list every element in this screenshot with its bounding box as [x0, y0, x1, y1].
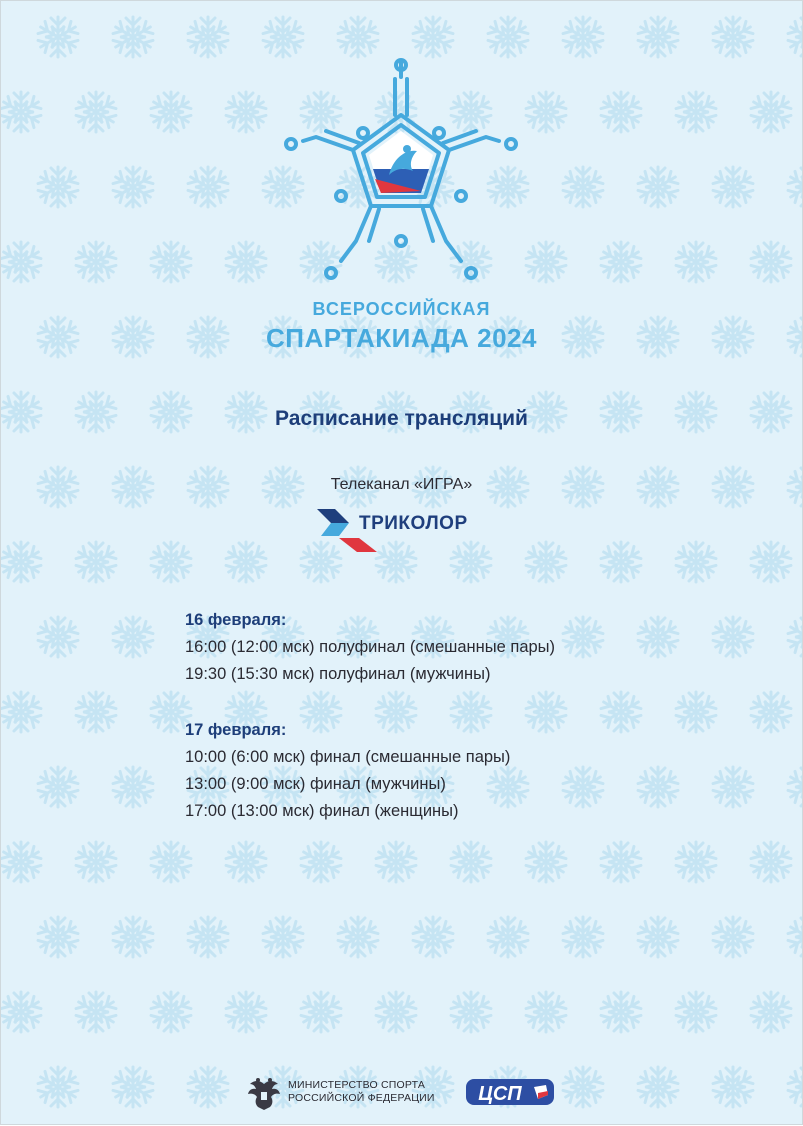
snowflake-icon	[75, 692, 117, 732]
snowflake-icon	[1, 992, 42, 1032]
snowflake-icon	[750, 842, 792, 882]
snowflake-icon	[1, 92, 42, 132]
snowflake-icon	[787, 1067, 802, 1107]
snowflake-icon	[37, 17, 79, 57]
ministry-line1: МИНИСТЕРСТВО СПОРТА	[288, 1079, 426, 1091]
snowflake-icon	[1, 542, 42, 582]
snowflake-icon	[225, 92, 267, 132]
snowflake-icon	[225, 542, 267, 582]
channel-name: Телеканал «ИГРА»	[330, 476, 473, 493]
snowflake-icon	[525, 692, 567, 732]
snowflake-icon	[300, 842, 342, 882]
snowflake-icon	[150, 242, 192, 282]
snowflake-icon	[562, 617, 604, 657]
snowflake-icon	[75, 242, 117, 282]
poster-page	[1, 1, 802, 1124]
snowflake-icon	[750, 992, 792, 1032]
double-headed-eagle-icon	[244, 1074, 284, 1114]
snowflake-icon	[750, 692, 792, 732]
snowflake-icon	[75, 542, 117, 582]
snowflake-icon	[712, 17, 754, 57]
schedule-day	[185, 721, 510, 829]
snowflake-icon	[37, 1067, 79, 1107]
snowflake-icon	[675, 542, 717, 582]
schedule-item: 16:00 (12:00 мск) полуфинал (смешанные пары)	[185, 638, 556, 656]
snowflake-icon	[675, 992, 717, 1032]
snowflake-icon	[525, 842, 567, 882]
snowflake-icon	[225, 242, 267, 282]
snowflake-icon	[37, 767, 79, 807]
snowflake-icon	[112, 617, 154, 657]
snowflake-icon	[787, 767, 802, 807]
emblem-title-line1: ВСЕРОССИЙСКАЯ	[312, 299, 491, 319]
snowflake-icon	[300, 992, 342, 1032]
snowflake-icon	[675, 92, 717, 132]
snowflake-icon	[1, 692, 42, 732]
snowflake-icon	[112, 917, 154, 957]
snowflake-icon	[150, 842, 192, 882]
schedule-date: 17 февраля:	[185, 721, 287, 739]
snowflake-icon	[525, 542, 567, 582]
snowflake-icon	[637, 1067, 679, 1107]
snowflake-icon	[337, 917, 379, 957]
snowflake-icon	[412, 917, 454, 957]
snowflake-icon	[375, 992, 417, 1032]
snowflake-icon	[600, 842, 642, 882]
snowflake-icon	[112, 167, 154, 207]
snowflake-icon	[150, 92, 192, 132]
snowflake-icon	[562, 767, 604, 807]
csp-logo-text: ЦСП	[478, 1083, 522, 1105]
snowflake-icon	[1, 242, 42, 282]
schedule-item: 17:00 (13:00 мск) финал (женщины)	[185, 802, 459, 820]
snowflake-icon	[37, 917, 79, 957]
snowflake-icon	[600, 992, 642, 1032]
snowflake-icon	[225, 842, 267, 882]
snowflake-icon	[712, 767, 754, 807]
snowflake-icon	[600, 542, 642, 582]
schedule-item: 13:00 (9:00 мск) финал (мужчины)	[185, 775, 446, 793]
snowflake-icon	[712, 917, 754, 957]
snowflake-icon	[562, 17, 604, 57]
snowflake-icon	[787, 617, 802, 657]
schedule-date: 16 февраля:	[185, 611, 287, 629]
snowflake-icon	[712, 1067, 754, 1107]
snowflake-icon	[750, 242, 792, 282]
snowflake-icon	[675, 842, 717, 882]
page-title: Расписание трансляций	[275, 407, 528, 430]
snowflake-icon	[262, 917, 304, 957]
tricolor-logo-text: ТРИКОЛОР	[359, 513, 468, 534]
snowflake-icon	[187, 917, 229, 957]
snowflake-icon	[187, 167, 229, 207]
snowflake-icon	[75, 92, 117, 132]
snowflake-icon	[637, 17, 679, 57]
snowflake-icon	[37, 617, 79, 657]
snowflake-icon	[750, 92, 792, 132]
schedule-day	[185, 611, 555, 692]
snowflake-icon	[487, 917, 529, 957]
snowflake-icon	[1, 842, 42, 882]
snowflake-icon	[712, 617, 754, 657]
snowflake-icon	[787, 917, 802, 957]
snowflake-icon	[112, 17, 154, 57]
snowflake-icon	[637, 917, 679, 957]
snowflake-icon	[450, 992, 492, 1032]
snowflake-icon	[600, 692, 642, 732]
snowflake-icon	[525, 242, 567, 282]
snowflake-icon	[450, 842, 492, 882]
snowflake-icon	[525, 992, 567, 1032]
schedule-item: 10:00 (6:00 мск) финал (смешанные пары)	[185, 748, 511, 766]
csp-logo-icon	[464, 1077, 556, 1107]
snowflake-icon	[750, 542, 792, 582]
snowflake-icon	[112, 767, 154, 807]
snowflake-icon	[637, 167, 679, 207]
snowflake-icon	[562, 167, 604, 207]
ministry-line2: РОССИЙСКОЙ ФЕДЕРАЦИИ	[288, 1092, 435, 1104]
snowflake-icon	[75, 842, 117, 882]
snowflake-icon	[787, 17, 802, 57]
schedule-item: 19:30 (15:30 мск) полуфинал (мужчины)	[185, 665, 491, 683]
snowflake-icon	[562, 1067, 604, 1107]
snowflake-icon	[675, 242, 717, 282]
snowflake-icon	[600, 92, 642, 132]
ministry-name	[288, 1079, 435, 1105]
snowflake-icon	[675, 692, 717, 732]
snowflake-icon	[637, 767, 679, 807]
snowflake-icon	[600, 242, 642, 282]
snowflake-icon	[637, 617, 679, 657]
snowflake-icon	[375, 842, 417, 882]
snowflake-icon	[150, 992, 192, 1032]
emblem-title-line2: СПАРТАКИАДА 2024	[266, 323, 537, 353]
snowflake-icon	[562, 917, 604, 957]
snowflake-icon	[112, 1067, 154, 1107]
snowflake-icon	[187, 1067, 229, 1107]
spartakiada-emblem-icon	[271, 51, 531, 281]
snowflake-icon	[787, 167, 802, 207]
snowflake-icon	[150, 542, 192, 582]
snowflake-icon	[75, 992, 117, 1032]
snowflake-icon	[525, 92, 567, 132]
snowflake-icon	[712, 167, 754, 207]
snowflake-icon	[225, 992, 267, 1032]
snowflake-icon	[187, 17, 229, 57]
snowflake-icon	[37, 167, 79, 207]
